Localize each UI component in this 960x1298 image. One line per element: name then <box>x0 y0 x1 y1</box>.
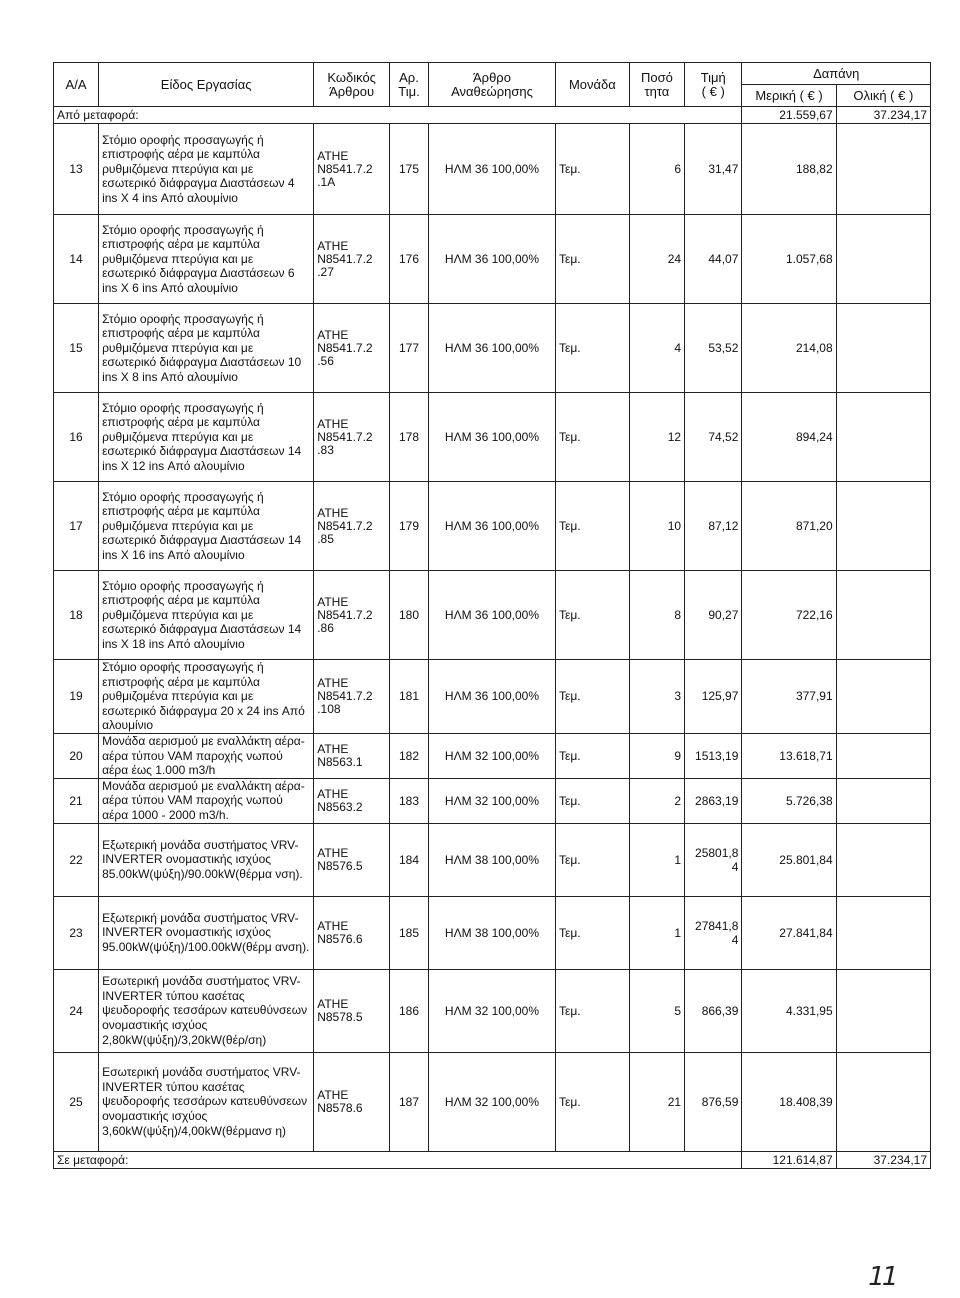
item-code: ΑΤΗΕ Ν8578.6 <box>314 1052 390 1151</box>
item-ar: 175 <box>390 124 429 215</box>
item-qty: 1 <box>629 896 684 969</box>
item-code: ΑΤΗΕ Ν8541.7.2 .1Α <box>314 124 390 215</box>
col-header-timi-line2: ( € ) <box>701 83 725 99</box>
item-price: 44,07 <box>685 215 742 304</box>
item-price: 25801,8 4 <box>685 823 742 896</box>
item-desc: Στόμιο οροφής προσαγωγής ή επιστροφής αέρα με καμπύλα ρυθμιζόμενα πτερύγια και με εσωτερικό διάφραγμα Διαστάσεων 14 ins X 16 ins Από αλουμίνιο <box>99 482 314 571</box>
item-unit: Τεμ. <box>555 778 629 823</box>
item-ar: 176 <box>390 215 429 304</box>
item-desc: Εσωτερική μονάδα συστήματος VRV-INVERTER τύπου κασέτας ψευδοροφής τεσσάρων κατευθύνσεων ονομαστικής ισχύος 3,60kW(ψύξη)/4,00kW(θέρμανσ η) <box>99 1052 314 1151</box>
item-aa: 16 <box>54 393 99 482</box>
col-header-monada: Μονάδα <box>555 63 629 107</box>
item-desc: Εσωτερική μονάδα συστήματος VRV-INVERTER τύπου κασέτας ψευδοροφής τεσσάρων κατευθύνσεων ονομαστικής ισχύος 2,80kW(ψύξη)/3,20kW(θέρ/ση) <box>99 969 314 1052</box>
item-arthro: ΗΛΜ 36 100,00% <box>428 393 555 482</box>
col-header-timi <box>685 63 742 107</box>
item-meriki: 18.408,39 <box>742 1052 836 1151</box>
col-header-meriki: Μερική ( € ) <box>742 85 836 107</box>
item-oliki <box>836 124 930 215</box>
col-header-poso <box>629 63 684 107</box>
item-oliki <box>836 969 930 1052</box>
table-row <box>54 124 931 215</box>
item-arthro: ΗΛΜ 32 100,00% <box>428 733 555 778</box>
item-price: 87,12 <box>685 482 742 571</box>
item-oliki <box>836 393 930 482</box>
col-header-arthro-line2: Αναθεώρησης <box>451 83 533 99</box>
col-header-arthro <box>428 63 555 107</box>
item-code: ΑΤΗΕ Ν8578.5 <box>314 969 390 1052</box>
item-arthro: ΗΛΜ 32 100,00% <box>428 1052 555 1151</box>
item-meriki: 4.331,95 <box>742 969 836 1052</box>
item-oliki <box>836 778 930 823</box>
item-ar: 185 <box>390 896 429 969</box>
item-desc: Μονάδα αερισμού με εναλλάκτη αέρα-αέρα τύπου VAM παροχής νωπού αέρα 1000 - 2000 m3/h. <box>99 778 314 823</box>
item-arthro: ΗΛΜ 36 100,00% <box>428 124 555 215</box>
item-unit: Τεμ. <box>555 1052 629 1151</box>
item-aa: 21 <box>54 778 99 823</box>
item-code: ΑΤΗΕ Ν8541.7.2 .85 <box>314 482 390 571</box>
col-header-kodikos-line2: Άρθρου <box>329 83 375 99</box>
carry-out-meriki: 121.614,87 <box>742 1151 836 1168</box>
item-code: ΑΤΗΕ Ν8541.7.2 .56 <box>314 304 390 393</box>
item-qty: 8 <box>629 571 684 660</box>
item-aa: 13 <box>54 124 99 215</box>
item-code: ΑΤΗΕ Ν8576.6 <box>314 896 390 969</box>
item-oliki <box>836 896 930 969</box>
item-unit: Τεμ. <box>555 896 629 969</box>
item-ar: 187 <box>390 1052 429 1151</box>
item-price: 876,59 <box>685 1052 742 1151</box>
item-meriki: 214,08 <box>742 304 836 393</box>
item-qty: 3 <box>629 660 684 734</box>
col-header-timi-line1: Τιμή <box>700 69 726 85</box>
item-unit: Τεμ. <box>555 969 629 1052</box>
col-header-dapani: Δαπάνη <box>742 63 931 85</box>
item-unit: Τεμ. <box>555 571 629 660</box>
item-meriki: 13.618,71 <box>742 733 836 778</box>
table-row <box>54 1052 931 1151</box>
item-aa: 18 <box>54 571 99 660</box>
item-desc: Στόμιο οροφής προσαγωγής ή επιστροφής αέρα με καμπύλα ρυθμιζόμενα πτερύγια και με εσωτερικό διάφραγμα Διαστάσεων 14 ins X 12 ins Από αλουμίνιο <box>99 393 314 482</box>
item-arthro: ΗΛΜ 32 100,00% <box>428 778 555 823</box>
item-price: 90,27 <box>685 571 742 660</box>
boq-table <box>53 62 931 1169</box>
item-unit: Τεμ. <box>555 733 629 778</box>
col-header-kodikos-line1: Κωδικός <box>327 69 376 85</box>
carry-out-label: Σε μεταφορά: <box>54 1151 742 1168</box>
item-meriki: 27.841,84 <box>742 896 836 969</box>
item-code: ΑΤΗΕ Ν8563.1 <box>314 733 390 778</box>
item-arthro: ΗΛΜ 38 100,00% <box>428 896 555 969</box>
table-row <box>54 896 931 969</box>
item-oliki <box>836 571 930 660</box>
item-ar: 181 <box>390 660 429 734</box>
table-row <box>54 304 931 393</box>
col-header-poso-line1: Ποσό <box>640 69 673 85</box>
item-meriki: 5.726,38 <box>742 778 836 823</box>
item-desc: Στόμιο οροφής προσαγωγής ή επιστροφής αέρα με καμπύλα ρυθμιζόμενα πτερύγια και με εσωτερικό διάφραγμα Διαστάσεων 10 ins X 8 ins Από αλουμίνιο <box>99 304 314 393</box>
item-arthro: ΗΛΜ 32 100,00% <box>428 969 555 1052</box>
carry-in-row <box>54 107 931 124</box>
carry-in-oliki: 37.234,17 <box>836 107 930 124</box>
item-unit: Τεμ. <box>555 304 629 393</box>
item-aa: 23 <box>54 896 99 969</box>
item-qty: 21 <box>629 1052 684 1151</box>
item-ar: 182 <box>390 733 429 778</box>
item-aa: 25 <box>54 1052 99 1151</box>
item-meriki: 894,24 <box>742 393 836 482</box>
item-aa: 15 <box>54 304 99 393</box>
table-row <box>54 393 931 482</box>
item-aa: 14 <box>54 215 99 304</box>
item-code: ΑΤΗΕ Ν8541.7.2 .83 <box>314 393 390 482</box>
item-price: 53,52 <box>685 304 742 393</box>
carry-out-oliki: 37.234,17 <box>836 1151 930 1168</box>
item-unit: Τεμ. <box>555 393 629 482</box>
item-price: 27841,8 4 <box>685 896 742 969</box>
item-ar: 177 <box>390 304 429 393</box>
item-unit: Τεμ. <box>555 482 629 571</box>
item-oliki <box>836 1052 930 1151</box>
item-desc: Εξωτερική μονάδα συστήματος VRV-INVERTER ονομαστικής ισχύος 95.00kW(ψύξη)/100.00kW(θέρμ ανση). <box>99 896 314 969</box>
item-aa: 17 <box>54 482 99 571</box>
boq-body <box>54 107 931 1152</box>
col-header-ar-line1: Αρ. <box>399 69 419 85</box>
item-arthro: ΗΛΜ 36 100,00% <box>428 660 555 734</box>
item-meriki: 1.057,68 <box>742 215 836 304</box>
boq-sheet <box>53 62 931 1169</box>
item-code: ΑΤΗΕ Ν8576.5 <box>314 823 390 896</box>
item-price: 125,97 <box>685 660 742 734</box>
item-oliki <box>836 660 930 734</box>
col-header-poso-line2: τητα <box>644 83 670 99</box>
item-code: ΑΤΗΕ Ν8541.7.2 .86 <box>314 571 390 660</box>
item-arthro: ΗΛΜ 38 100,00% <box>428 823 555 896</box>
item-ar: 180 <box>390 571 429 660</box>
item-qty: 4 <box>629 304 684 393</box>
item-qty: 5 <box>629 969 684 1052</box>
item-aa: 22 <box>54 823 99 896</box>
item-qty: 10 <box>629 482 684 571</box>
item-unit: Τεμ. <box>555 823 629 896</box>
item-qty: 1 <box>629 823 684 896</box>
item-arthro: ΗΛΜ 36 100,00% <box>428 304 555 393</box>
item-oliki <box>836 733 930 778</box>
item-desc: Στόμιο οροφής προσαγωγής ή επιστροφής αέρα με καμπύλα ρυθμιζόμενα πτερύγια και με εσωτερικό διάφραγμα Διαστάσεων 14 ins X 18 ins Από αλουμίνιο <box>99 571 314 660</box>
item-meriki: 377,91 <box>742 660 836 734</box>
item-qty: 24 <box>629 215 684 304</box>
item-price: 31,47 <box>685 124 742 215</box>
item-unit: Τεμ. <box>555 660 629 734</box>
carry-out-row <box>54 1151 931 1168</box>
table-row <box>54 571 931 660</box>
item-desc: Στόμιο οροφής προσαγωγής ή επιστροφής αέρα με καμπύλα ρυθμιζομένα πτερύγια και με εσωτερικό διάφραγμα 20 x 24 ins Από αλουμίνιο <box>99 660 314 734</box>
carry-in-label: Από μεταφορά: <box>54 107 742 124</box>
item-meriki: 25.801,84 <box>742 823 836 896</box>
col-header-eidos: Είδος Εργασίας <box>99 63 314 107</box>
page-number: 11 <box>864 1262 899 1292</box>
item-price: 866,39 <box>685 969 742 1052</box>
item-arthro: ΗΛΜ 36 100,00% <box>428 571 555 660</box>
item-meriki: 871,20 <box>742 482 836 571</box>
item-ar: 183 <box>390 778 429 823</box>
item-aa: 19 <box>54 660 99 734</box>
item-qty: 6 <box>629 124 684 215</box>
item-meriki: 722,16 <box>742 571 836 660</box>
item-arthro: ΗΛΜ 36 100,00% <box>428 482 555 571</box>
item-ar: 186 <box>390 969 429 1052</box>
item-oliki <box>836 304 930 393</box>
item-desc: Εξωτερική μονάδα συστήματος VRV-INVERTER ονομαστικής ισχύος 85.00kW(ψύξη)/90.00kW(θέρμα νση). <box>99 823 314 896</box>
item-ar: 184 <box>390 823 429 896</box>
item-price: 74,52 <box>685 393 742 482</box>
col-header-aa: Α/Α <box>54 63 99 107</box>
item-code: ΑΤΗΕ Ν8541.7.2 .27 <box>314 215 390 304</box>
table-row <box>54 482 931 571</box>
item-ar: 178 <box>390 393 429 482</box>
item-qty: 2 <box>629 778 684 823</box>
item-meriki: 188,82 <box>742 124 836 215</box>
item-oliki <box>836 823 930 896</box>
table-row <box>54 969 931 1052</box>
item-desc: Μονάδα αερισμού με εναλλάκτη αέρα-αέρα τύπου VAM παροχής νωπού αέρα έως 1.000 m3/h <box>99 733 314 778</box>
item-ar: 179 <box>390 482 429 571</box>
item-price: 1513,19 <box>685 733 742 778</box>
table-row <box>54 778 931 823</box>
item-desc: Στόμιο οροφής προσαγωγής ή επιστροφής αέρα με καμπύλα ρυθμιζόμενα πτερύγια και με εσωτερικό διάφραγμα Διαστάσεων 4 ins X 4 ins Από αλουμίνιο <box>99 124 314 215</box>
item-oliki <box>836 215 930 304</box>
col-header-oliki: Ολική ( € ) <box>836 85 930 107</box>
item-qty: 12 <box>629 393 684 482</box>
item-code: ΑΤΗΕ Ν8563.2 <box>314 778 390 823</box>
table-row <box>54 215 931 304</box>
table-row <box>54 660 931 734</box>
table-row <box>54 823 931 896</box>
item-aa: 20 <box>54 733 99 778</box>
item-oliki <box>836 482 930 571</box>
item-aa: 24 <box>54 969 99 1052</box>
item-desc: Στόμιο οροφής προσαγωγής ή επιστροφής αέρα με καμπύλα ρυθμιζόμενα πτερύγια και με εσωτερικό διάφραγμα Διαστάσεων 6 ins X 6 ins Από αλουμίνιο <box>99 215 314 304</box>
item-unit: Τεμ. <box>555 215 629 304</box>
item-price: 2863,19 <box>685 778 742 823</box>
table-row <box>54 733 931 778</box>
col-header-kodikos <box>314 63 390 107</box>
col-header-arthro-line1: Άρθρο <box>473 69 511 85</box>
carry-in-meriki: 21.559,67 <box>742 107 836 124</box>
item-unit: Τεμ. <box>555 124 629 215</box>
item-code: ΑΤΗΕ Ν8541.7.2 .108 <box>314 660 390 734</box>
item-qty: 9 <box>629 733 684 778</box>
col-header-ar-line2: Τιμ. <box>398 83 420 99</box>
item-arthro: ΗΛΜ 36 100,00% <box>428 215 555 304</box>
col-header-ar <box>390 63 429 107</box>
